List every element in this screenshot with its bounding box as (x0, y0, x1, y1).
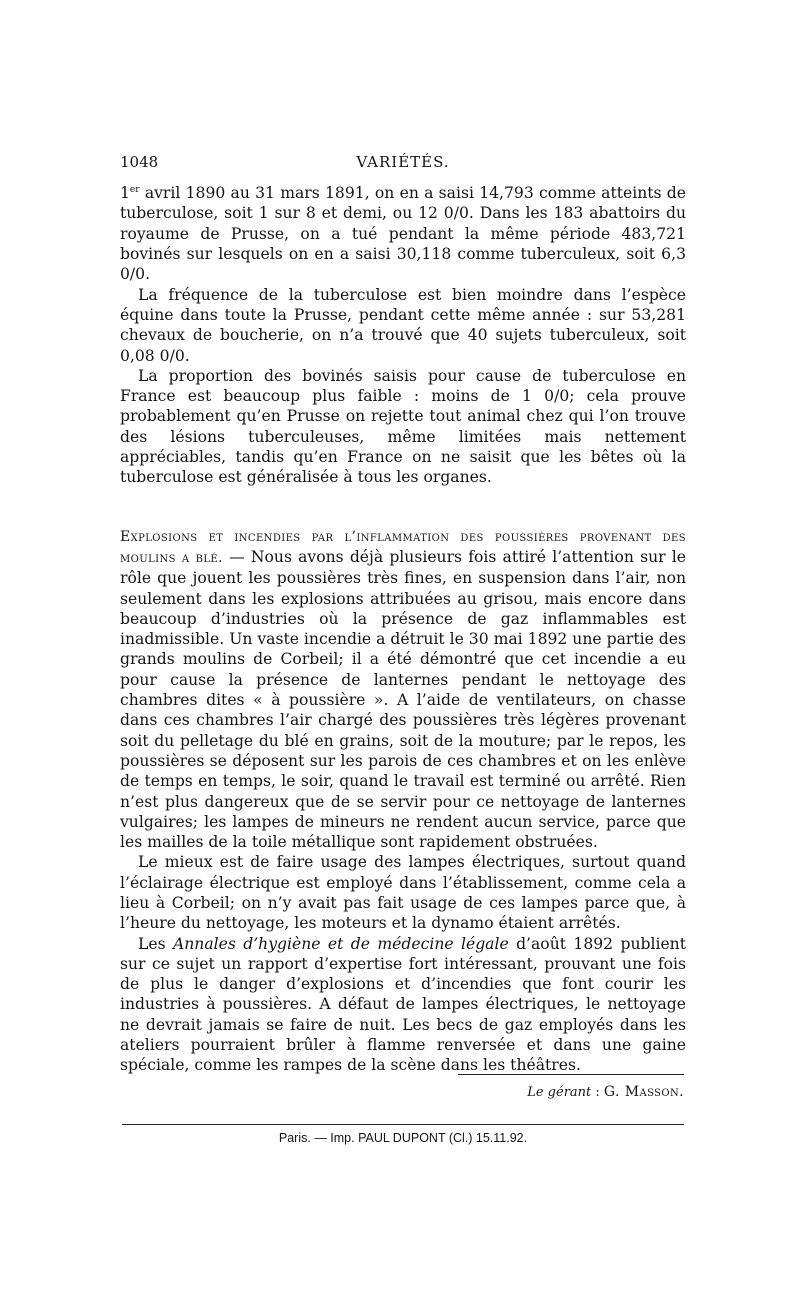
imprint-rule (122, 1124, 684, 1125)
paragraph-5: Le mieux est de faire usage des lampes électriques, surtout quand l’éclairage électrique est employé dans l’établissement, comme cela a lieu à Corbeil; on n’y avait pas fait usage de ces lampes parce que, à l’heure du nettoyage, les moteurs et la dynamo étaient arrêtés. (120, 853, 686, 933)
paragraph-6 (120, 934, 686, 1076)
page-number: 1048 (120, 153, 159, 171)
signature-rule (458, 1074, 684, 1075)
journal-title: Annales d’hygiène et de médecine légale (172, 934, 509, 953)
section-title: Explosions et incendies par l’inflammation des poussières provenant des moulins a blé. (120, 528, 686, 566)
signature-label: Le gérant (527, 1085, 592, 1100)
ordinal-superscript: er (129, 185, 140, 195)
printer-imprint: Paris. — Imp. PAUL DUPONT (Cl.) 15.11.92. (278, 1131, 528, 1145)
paragraph-1-day: 1 (120, 184, 130, 203)
signature-separator: : (591, 1085, 604, 1100)
paragraph-4-text: — Nous avons déjà plusieurs fois attiré l’attention sur le rôle que jouent les poussières très fines, en suspension dans l’air, non seulement dans les explosions attribuées au grisou, mais encore dans beaucoup d’industries où la présence de gaz inflammables est inadmissible. Un vaste incendie a détruit le 30 mai 1892 une partie des grands moulins de Corbeil; il a été démontré que cet incendie a eu pour cause la présence de lanternes pendant le nettoyage des chambres dites « à poussière ». A l’aide de ventilateurs, on chasse dans ces chambres l’air chargé des poussières très légères provenant soit du pelletage du blé en grains, soit de la mouture; par le repos, les poussières se déposent sur les parois de ces chambres et on les enlève de temps en temps, le soir, quand le travail est terminé ou arrêté. Rien n’est plus dangereux que de se servir pour ce nettoyage de lanternes vulgaires; les lampes de mineurs ne rendent aucun service, parce que les mailles de la toile métallique sont rapidement obstruées. (120, 547, 686, 852)
paragraph-3: La proportion des bovinés saisis pour cause de tuberculose en France est beaucoup plus faible : moins de 1 0/0; cela prouve probablement qu’en Prusse on rejette tout animal chez qui l’on trouve des lésions tuberculeuses, même limitées mais nettement appréciables, tandis qu’en France on ne saisit que les bêtes où la tuberculose est généralisée à tous les organes. (120, 366, 686, 487)
signature-name: G. Masson. (603, 1084, 684, 1100)
paragraph-6-text: d’août 1892 publient sur ce sujet un rapport d’expertise fort intéressant, prouvant une fois de plus le danger d’explosions et d’incendies que font courir les industries à poussières. A défaut de lampes électriques, le nettoyage ne devrait jamais se faire de nuit. Les becs de gaz employés dans les ateliers pourraient brûler à flamme renversée et dans une gaine spéciale, comme les rampes de la scène dans les théâtres. (120, 934, 686, 1075)
paragraph-2: La fréquence de la tuberculose est bien moindre dans l’espèce équine dans toute la Prusse, pendant cette même année : sur 53,281 chevaux de boucherie, on n’a trouvé que 40 sujets tuberculeux, soit 0,08 0/0. (120, 285, 686, 365)
paragraph-1 (120, 180, 686, 285)
paragraph-6-start: Les (138, 934, 173, 953)
paragraph-4 (120, 526, 686, 853)
paragraph-1-text: avril 1890 au 31 mars 1891, on en a saisi 14,793 comme atteints de tuberculose, soit 1 sur 8 et demi, ou 12 0/0. Dans les 183 abattoirs du royaume de Prusse, on a tué pendant la même période 483,721 bovinés sur lesquels on en a saisi 30,118 comme tuberculeux, soit 6,3 0/0. (120, 184, 686, 284)
article-body (120, 180, 686, 1076)
signature (458, 1083, 684, 1102)
running-head: VARIÉTÉS. (356, 153, 450, 171)
page-header (120, 150, 686, 174)
